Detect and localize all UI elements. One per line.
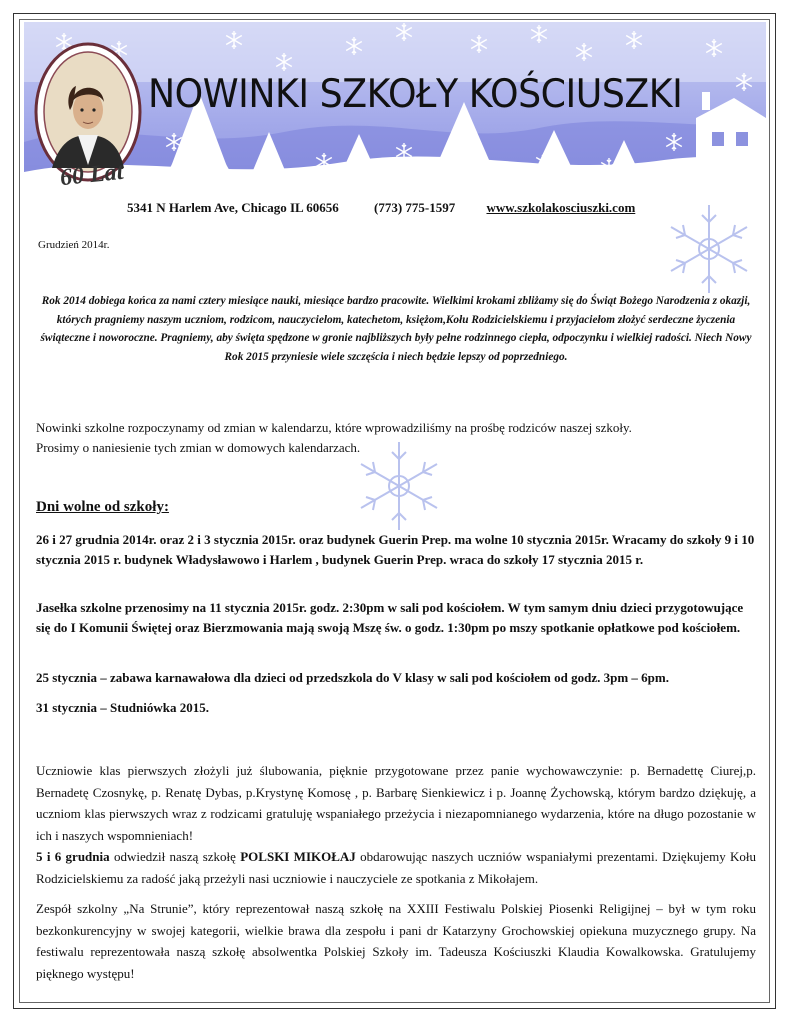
emblem-years: 60 Lat [58,158,125,192]
calendar-line-2: Prosimy o naniesienie tych zmian w domowych kalendarzach. [36,440,361,455]
holiday-greeting: Rok 2014 dobiega końca za nami cztery miesiące nauki, miesiące bardzo pracowite. Wielkimi krokami zbliżamy się do Świąt Bożego Narodzenia z okazji, których pragniemy naszym uczniom, rodzicom, nauczycielom, katechetom, księżom,Kołu Rodzicielskiemu i przyjaciełom złożyć serdeczne życzenia świąteczne i noworoczne. Pragniemy, aby święta spędzone w gronie najbliższych były pełne rodzinnego ciepła, odpoczynku i wielkiej radości. Niech Nowy Rok 2015 przyniesie wiele szczęścia i niech będzie lepszy od poprzedniego. [40,295,752,363]
news-paragraph: Zespół szkolny „Na Strunie”, który reprezentował naszą szkołę na XXIII Festiwalu Polskiej Piosenki Religijnej – był w tym roku bezkonkurencyjny w swojej kategorii, wielkie brawa dla zespołu i pani dr Katarzyny Grochowskiej opiekuna muzycznego grupy. Na festiwalu reprezentowała naszą szkołę absolwentka Polskiej Szkoły im. Tadeusza Kościuszki Klaudia Kowalkowska. Gratulujemy pięknego występu! [36,901,756,981]
snowflake-icon [660,200,758,298]
phone: (773) 775-1597 [373,200,456,215]
newsletter-title: NOWINKI SZKOŁY KOŚCIUSZKI [148,72,683,117]
days-off-item: 26 i 27 grudnia 2014r. oraz 2 i 3 stycznia 2015r. oraz budynek Guerin Prep. ma wolne 10 stycznia 2015r. Wracamy do szkoły 9 i 10 stycznia 2015 r. budynek Władysławowo i Harlem , budynek Guerin Prep. wraca do szkoły 17 stycznia 2015 r. [36,532,755,567]
days-off-item: 25 stycznia – zabawa karnawałowa dla dzieci od przedszkola do V klasy w sali pod kościołem od godz. 3pm – 6pm. [36,670,669,685]
contact-line [127,200,687,216]
calendar-intro [36,418,736,458]
news-paragraph: Uczniowie klas pierwszych złożyli już ślubowania, pięknie przygotowane przez panie wychowawczynie: p. Bernadettę Ciurej,p. Bernadetę Czosnykę, p. Renatę Dybas, p.Krystynę Komosę , p. Barbarę Sienkiewicz i p. Joannę Żychowską, którym bardzo dziękuję, a uczniom klas pierwszych wraz z rodzicami gratuluję wspaniałego przeżycia i niezapomnianego wydarzenia, które na długo pozostanie w ich i naszych wspomnieniach! [36,763,756,843]
news-bold: 5 i 6 grudnia [36,849,110,864]
address: 5341 N Harlem Ave, Chicago IL 60656 [127,200,339,215]
issue-date: Grudzień 2014r. [38,239,110,251]
news-paragraph [36,846,756,889]
news-text: obdarowując naszych uczniów wspaniałymi prezentami. Dziękujemy Kołu Rodzicielskiemu za radość jaką przeżyli nasi uczniowie i nauczyciele ze spotkania z Mikołajem. [36,849,757,886]
days-off-item: 31 stycznia – Studniówka 2015. [36,700,209,715]
news-bold: POLSKI MIKOŁAJ [240,849,356,864]
website-link[interactable]: www.szkolakosciuszki.com [486,200,636,215]
news-text: odwiedził naszą szkołę [109,849,241,864]
days-off-item: Jasełka szkolne przenosimy na 11 stycznia 2015r. godz. 2:30pm w sali pod kościołem. W tym samym dniu dzieci przygotowujące się do I Komunii Świętej oraz Bierzmowania mają swoją Mszę św. o godz. 1:30pm po mszy spotkanie opłatkowe pod kościołem. [36,600,744,635]
calendar-line-1: Nowinki szkolne rozpoczynamy od zmian w kalendarzu, które wprowadziliśmy na prośbę rodziców naszej szkoły. [36,420,632,435]
days-off-heading: Dni wolne od szkoły: [36,499,169,515]
